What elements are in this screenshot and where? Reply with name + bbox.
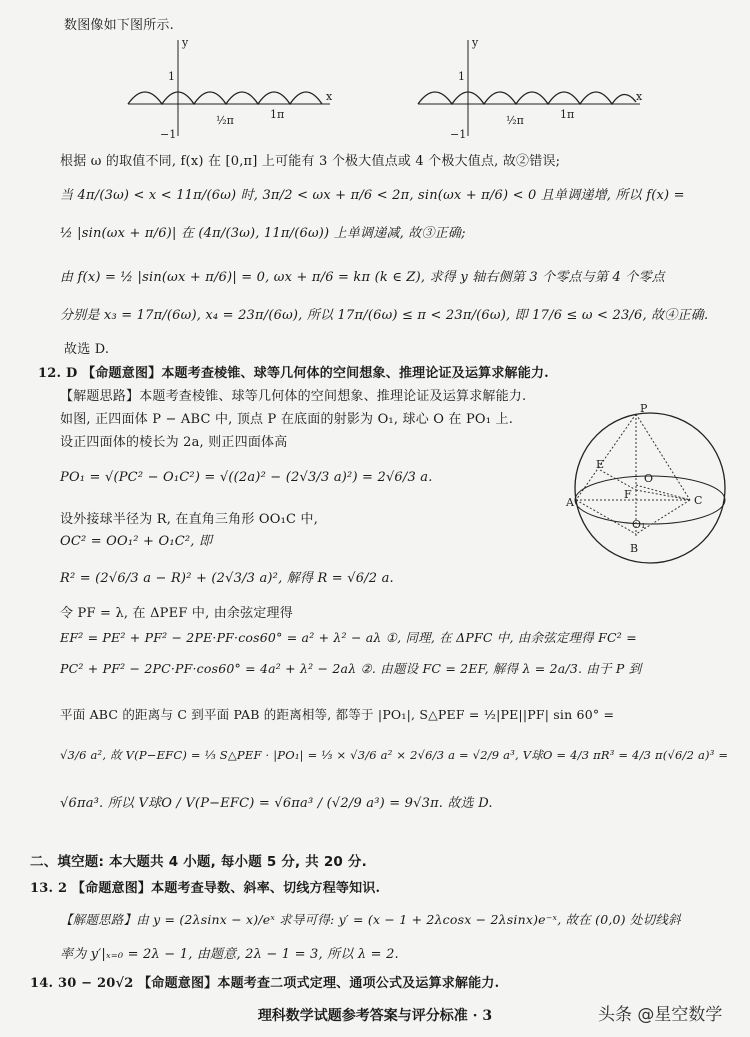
q13-line: 率为 y′|ₓ₌₀ = 2λ − 1, 由题意, 2λ − 1 = 3, 所以 λ = 2.	[60, 947, 399, 962]
label-B: B	[630, 542, 639, 555]
label-O1: O₁	[632, 518, 646, 531]
tick-pi: 1π	[270, 108, 285, 121]
label-C: C	[694, 494, 703, 507]
section-heading: 二、填空题: 本大题共 4 小题, 每小题 5 分, 共 20 分.	[30, 854, 367, 870]
tick-neg-one: −1	[160, 128, 177, 141]
q12-line: √3/6 a², 故 V(P−EFC) = ⅓ S△PEF · |PO₁| = ⅓ × √3/6 a² × 2√6/3 a = √2/9 a³, V球O = 4/3 πR³ = 4/3 π(√6/2 a)³ =	[60, 748, 729, 762]
q12-line: PC² + PF² − 2PC·PF·cos60° = 4a² + λ² − 2aλ ②. 由题设 FC = 2EF, 解得 λ = 2a/3. 由于 P 到	[60, 661, 642, 676]
q12-line: OC² = OO₁² + O₁C², 即	[60, 534, 213, 549]
y-axis-label: y	[472, 36, 479, 49]
x-axis-label: x	[326, 90, 333, 103]
q12-line: 设外接球半径为 R, 在直角三角形 OO₁C 中,	[60, 512, 319, 527]
q13-line: 【解题思路】由 y = (2λsinx − x)/eˣ 求导可得: y′ = (x − 1 + 2λcosx − 2λsinx)e⁻ˣ, 故在 (0,0) 处切线斜	[60, 912, 681, 927]
para-line: 分别是 x₃ = 17π/(6ω), x₄ = 23π/(6ω), 所以 17π/(6ω) ≤ π < 23π/(6ω), 即 17/6 ≤ ω < 23/6, 故④正确.	[60, 308, 709, 323]
q12-line: √6πa³. 所以 V球O / V(P−EFC) = √6πa³ / (√2/9 a³) = 9√3π. 故选 D.	[60, 796, 493, 811]
q12-line: 设正四面体的棱长为 2a, 则正四面体高	[60, 435, 288, 450]
q12-line: 如图, 正四面体 P − ABC 中, 顶点 P 在底面的射影为 O₁, 球心 O 在 PO₁ 上.	[60, 412, 514, 427]
para-line: ½ |sin(ωx + π/6)| 在 (4π/(3ω), 11π/(6ω)) 上单调递减, 故③正确;	[60, 226, 466, 241]
q12-line: 平面 ABC 的距离与 C 到平面 PAB 的距离相等, 都等于 |PO₁|, S△PEF = ½|PE||PF| sin 60° =	[60, 707, 615, 722]
watermark: 头条 @星空数学	[598, 1005, 723, 1025]
x-axis-label: x	[636, 90, 643, 103]
tick-half-pi: ½π	[506, 114, 524, 127]
para-line: 当 4π/(3ω) < x < 11π/(6ω) 时, 3π/2 < ωx + π/6 < 2π, sin(ωx + π/6) < 0 且单调递增, 所以 f(x) =	[60, 188, 685, 203]
tick-pi: 1π	[560, 108, 575, 121]
label-F: F	[624, 488, 632, 501]
graph-left	[128, 36, 333, 141]
q12-line: PO₁ = √(PC² − O₁C²) = √((2a)² − (2√3/3 a)²) = 2√6/3 a.	[60, 470, 433, 485]
tick-neg-one: −1	[450, 128, 467, 141]
q12-line: 令 PF = λ, 在 ΔPEF 中, 由余弦定理得	[60, 606, 293, 621]
page-footer: 理科数学试题参考答案与评分标准 · 3	[257, 1008, 493, 1024]
y-axis-label: y	[182, 36, 189, 49]
para-line: 由 f(x) = ½ |sin(ωx + π/6)| = 0, ωx + π/6 = kπ (k ∈ Z), 求得 y 轴右侧第 3 个零点与第 4 个零点	[60, 270, 665, 285]
q12-line: R² = (2√6/3 a − R)² + (2√3/3 a)², 解得 R = √6/2 a.	[60, 571, 394, 586]
label-O: O	[644, 472, 654, 485]
label-P: P	[640, 402, 648, 415]
graphs-figure	[120, 36, 643, 146]
sphere-tetrahedron-diagram	[560, 400, 740, 570]
q13-head: 13. 2 【命题意图】本题考查导数、斜率、切线方程等知识.	[30, 881, 381, 896]
label-E: E	[596, 458, 605, 471]
para-line: 根据 ω 的取值不同, f(x) 在 [0,π] 上可能有 3 个极大值点或 4 个极大值点, 故②错误;	[60, 154, 561, 169]
graph-right	[418, 36, 643, 141]
q12-head: 12. D 【命题意图】本题考查棱锥、球等几何体的空间想象、推理论证及运算求解能力.	[38, 366, 549, 381]
tick-one: 1	[458, 70, 465, 83]
q14-head: 14. 30 − 20√2 【命题意图】本题考查二项式定理、通项公式及运算求解能力.	[30, 976, 500, 991]
intro-text: 数图像如下图所示.	[64, 18, 174, 33]
tick-one: 1	[168, 70, 175, 83]
q12-line: EF² = PE² + PF² − 2PE·PF·cos60° = a² + λ² − aλ ①, 同理, 在 ΔPFC 中, 由余弦定理得 FC² =	[60, 630, 637, 645]
label-A: A	[566, 496, 574, 509]
tick-half-pi: ½π	[216, 114, 234, 127]
q12-line: 【解题思路】本题考查棱锥、球等几何体的空间想象、推理论证及运算求解能力.	[60, 389, 527, 404]
para-line: 故选 D.	[64, 342, 110, 357]
